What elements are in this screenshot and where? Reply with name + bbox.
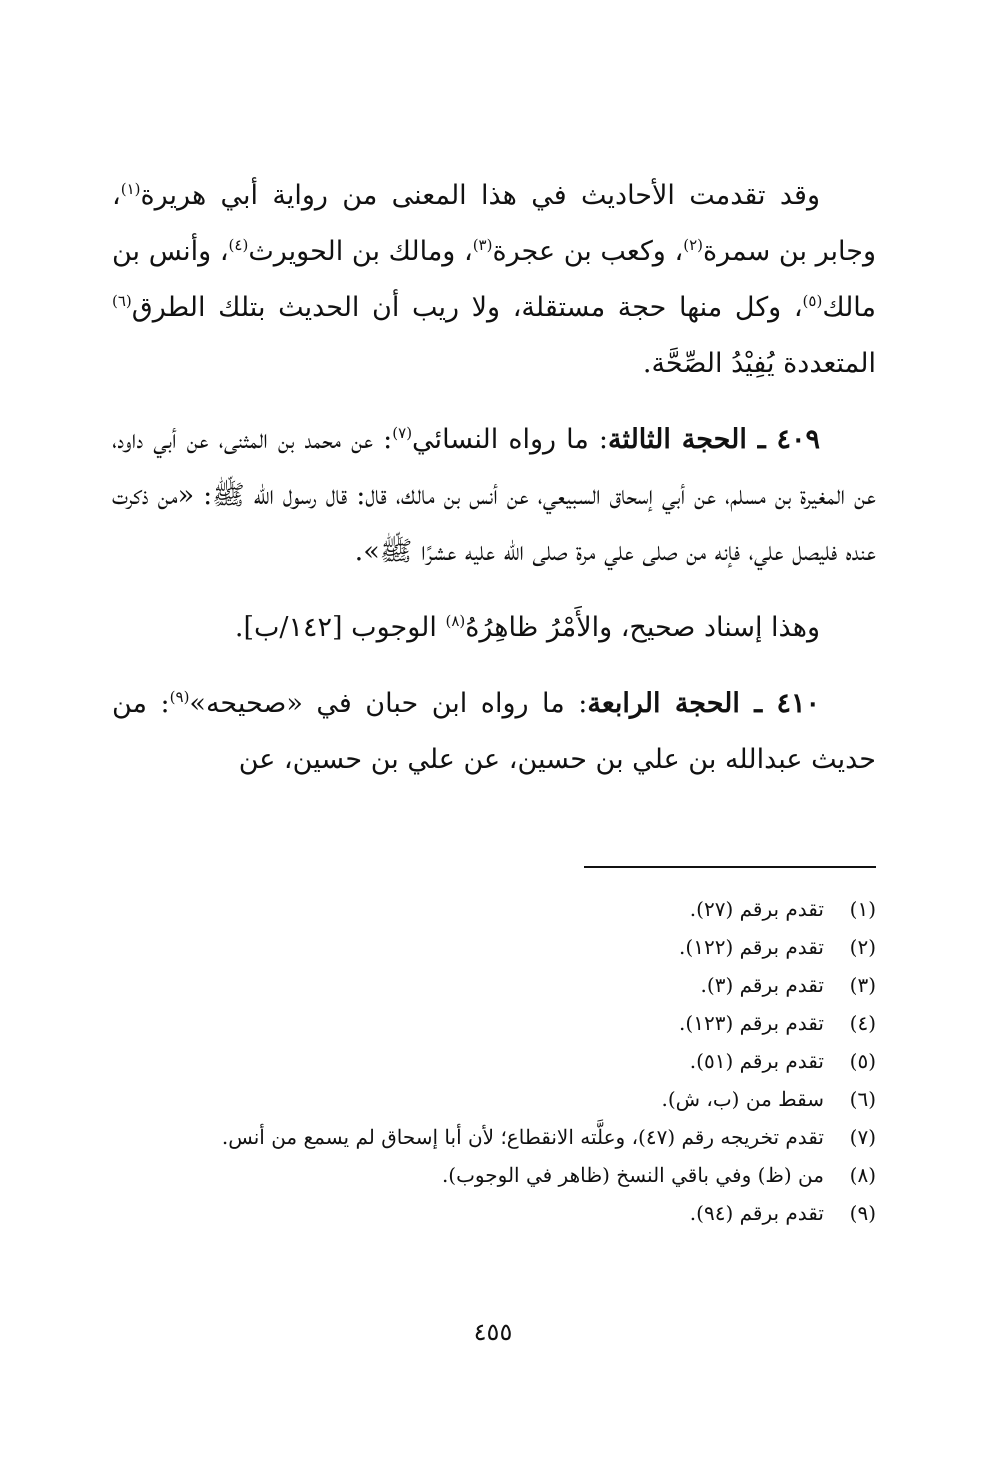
footnote-number: (١) xyxy=(849,897,876,921)
text-segment: ، وأنس بن مالك xyxy=(112,236,876,323)
footnote-ref: (٦) xyxy=(112,292,132,310)
footnote-text: تقدم برقم (٣). xyxy=(700,973,824,997)
footnote-text: تقدم برقم (١٢٣). xyxy=(679,1011,824,1035)
text-segment: ، ومالك بن الحويرث xyxy=(248,236,473,267)
footnote-text: تقدم برقم (٩٤). xyxy=(689,1201,824,1225)
footnote-number: (٧) xyxy=(849,1125,876,1149)
footnote-number: (٤) xyxy=(849,1011,876,1035)
footnote xyxy=(112,1080,876,1118)
text-segment: المتعددة يُفِيْدُ الصِّحَّة. xyxy=(642,348,876,379)
footnote-number: (٣) xyxy=(849,973,876,997)
footnote-number: (٢) xyxy=(849,935,876,959)
text-segment: ، وجابر بن سمرة xyxy=(112,180,876,267)
footnotes xyxy=(112,890,876,1232)
paragraph xyxy=(112,168,876,392)
footnote-number: (٦) xyxy=(849,1087,876,1111)
footnote-number: (٩) xyxy=(849,1201,876,1225)
paragraph xyxy=(112,412,876,580)
footnote-ref: (٢) xyxy=(683,236,703,254)
footnote-text: من (ظ) وفي باقي النسخ (ظاهر في الوجوب). xyxy=(441,1163,824,1187)
footnote xyxy=(112,1194,876,1232)
footnote xyxy=(112,890,876,928)
text-segment: وهذا إسناد صحيح، والأَمْرُ ظاهِرُهُ xyxy=(465,612,820,643)
footnote-ref: (٣) xyxy=(472,236,493,254)
section-heading: ٤٠٩ ـ الحجة الثالثة xyxy=(607,424,821,455)
footnote-text: تقدم تخريجه رقم (٤٧)، وعلَّته الانقطاع؛ لأن أبا إسحاق لم يسمع من أنس. xyxy=(221,1125,824,1149)
main-text xyxy=(112,168,876,808)
text-segment: : ما رواه ابن حبان في «صحيحه» xyxy=(189,688,588,719)
text-segment: وقد تقدمت الأحاديث في هذا المعنى من رواية أبي هريرة xyxy=(140,180,820,211)
section-heading: ٤١٠ ـ الحجة الرابعة xyxy=(587,688,820,719)
text-segment: الوجوب [١٤٢/ب]. xyxy=(234,612,446,643)
footnote-ref: (٩) xyxy=(169,688,190,706)
footnote-text: تقدم برقم (٢٧). xyxy=(689,897,824,921)
footnote xyxy=(112,1118,876,1156)
footnote-number: (٨) xyxy=(849,1163,876,1187)
footnote-ref: (١) xyxy=(120,180,141,198)
footnote xyxy=(112,966,876,1004)
paragraph xyxy=(112,600,876,656)
text-segment: : عن محمد بن المثنى، عن أبي داود، عن المغيرة بن مسلم، عن أبي إسحاق السبيعي، عن أنس بن مالك، قال: قال رسول الله ﷺ: «من ذكرت عنده فليصل علي، فإنه من صلى علي مرة صلى الله عليه عشرًا ﷺ». xyxy=(112,424,876,567)
page-number: ٤٥٥ xyxy=(473,1318,513,1346)
footnote-separator xyxy=(584,866,876,868)
text-segment: : ما رواه النسائي xyxy=(412,424,608,455)
footnote-ref: (٧) xyxy=(392,424,413,442)
footnote-text: سقط من (ب، ش). xyxy=(661,1087,824,1111)
footnote-number: (٥) xyxy=(849,1049,876,1073)
paragraph xyxy=(112,676,876,788)
text-segment: : من حديث عبدالله بن علي بن حسين، عن علي بن حسين، عن xyxy=(112,688,876,775)
text-segment: ، وكل منها حجة مستقلة، ولا ريب أن الحديث بتلك الطرق xyxy=(131,292,803,323)
footnote xyxy=(112,1004,876,1042)
footnote-ref: (٥) xyxy=(802,292,823,310)
footnote xyxy=(112,1042,876,1080)
footnote-text: تقدم برقم (٥١). xyxy=(689,1049,824,1073)
footnote-ref: (٨) xyxy=(445,612,466,630)
footnote-text: تقدم برقم (١٢٢). xyxy=(679,935,824,959)
footnote xyxy=(112,1156,876,1194)
footnote xyxy=(112,928,876,966)
text-segment: ، وكعب بن عجرة xyxy=(492,236,684,267)
footnote-ref: (٤) xyxy=(228,236,249,254)
